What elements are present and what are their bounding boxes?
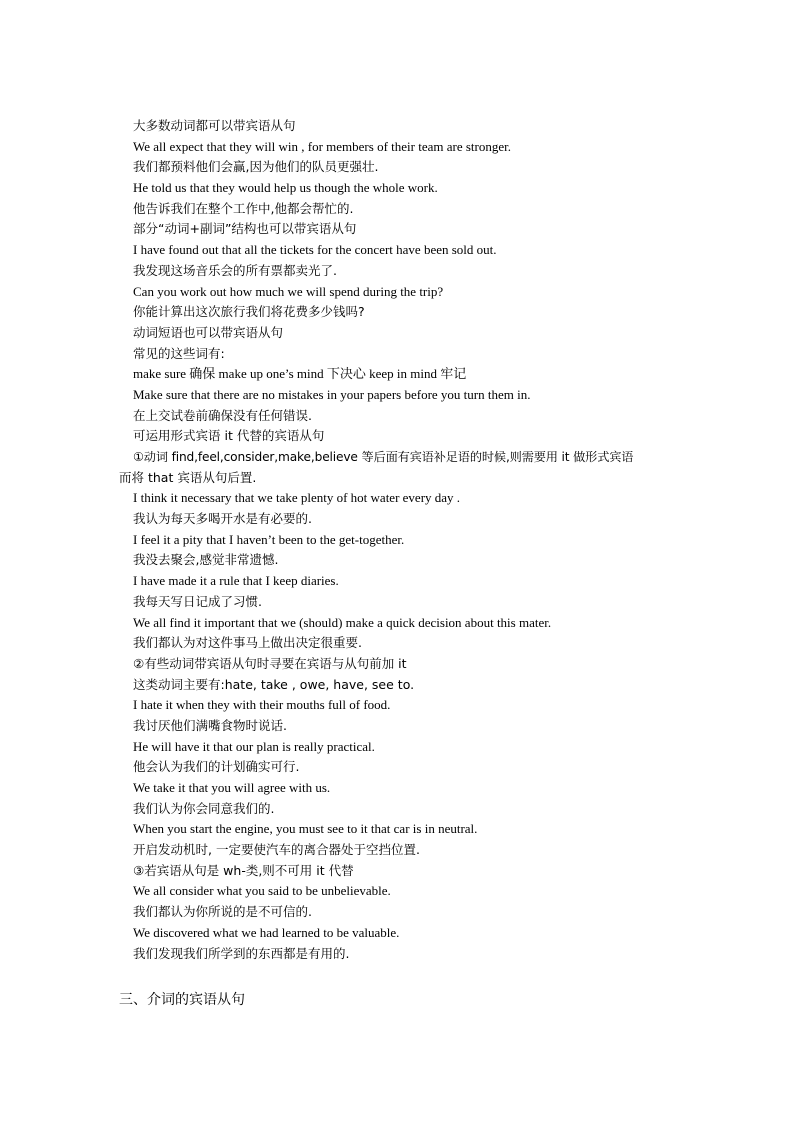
text-line: 我发现这场音乐会的所有票都卖光了. <box>133 262 337 278</box>
text-line: 开启发动机时, 一定要使汽车的离合器处于空挡位置. <box>133 842 420 858</box>
text-line: 大多数动词都可以带宾语从句 <box>133 118 296 133</box>
text-line: I hate it when they with their mouths full of food. <box>133 697 391 713</box>
text-line: He will have it that our plan is really practical. <box>133 738 375 754</box>
text-line: 你能计算出这次旅行我们将花费多少钱吗? <box>133 304 365 320</box>
text-line: Can you work out how much we will spend during the trip? <box>133 283 444 299</box>
text-line: 我们认为你会同意我们的. <box>133 800 275 816</box>
text-line: We all consider what you said to be unbelievable. <box>133 883 391 899</box>
text-line: We discovered what we had learned to be valuable. <box>133 924 400 940</box>
text-line: I think it necessary that we take plenty of hot water every day . <box>133 490 461 506</box>
section-heading: 三、介词的宾语从句 <box>119 992 245 1008</box>
text-line: ②有些动词带宾语从句时寻要在宾语与从句前加 it <box>133 655 407 671</box>
text-line: We take it that you will agree with us. <box>133 780 331 795</box>
text-line: I have found out that all the tickets for the concert have been sold out. <box>133 242 497 258</box>
text-line: I have made it a rule that I keep diaries. <box>133 573 339 589</box>
text-line: I feel it a pity that I haven’t been to the get-together. <box>133 531 405 547</box>
text-line: 我没去聚会,感觉非常遗憾. <box>133 552 279 568</box>
text-line: Make sure that there are no mistakes in your papers before you turn them in. <box>133 386 531 402</box>
document-body <box>119 116 679 964</box>
text-line: 我们都预料他们会赢,因为他们的队员更强壮. <box>133 159 379 175</box>
text-line: He told us that they would help us though the whole work. <box>133 180 438 196</box>
text-line: We all find it important that we (should) make a quick decision about this mater. <box>133 614 552 630</box>
text-line: 可运用形式宾语 it 代替的宾语从句 <box>133 428 325 444</box>
text-line: 我认为每天多喝开水是有必要的. <box>133 511 312 527</box>
text-line: We all expect that they will win , for members of their team are stronger. <box>133 138 511 154</box>
text-line: 在上交试卷前确保没有任何错误. <box>133 407 312 423</box>
text-line: ③若宾语从句是 wh-类,则不可用 it 代替 <box>133 862 354 878</box>
text-line: 部分“动词+副词”结构也可以带宾语从句 <box>133 221 357 237</box>
text-line: 我们都认为对这件事马上做出决定很重要. <box>133 635 362 651</box>
paragraph-continuation-line: 而将 that 宾语从句后置. <box>119 469 257 485</box>
text-line: When you start the engine, you must see to it that car is in neutral. <box>133 821 478 837</box>
text-line: 他会认为我们的计划确实可行. <box>133 759 300 775</box>
text-line: 常见的这些词有: <box>133 345 225 361</box>
text-line: 动词短语也可以带宾语从句 <box>133 324 284 340</box>
text-line: 我讨厌他们满嘴食物时说话. <box>133 717 287 733</box>
text-line: 他告诉我们在整个工作中,他都会帮忙的. <box>133 200 354 216</box>
text-line: make sure 确保 make up one’s mind 下决心 keep in mind 牢记 <box>133 366 467 382</box>
text-line: 我们发现我们所学到的东西都是有用的. <box>133 945 350 961</box>
text-line: 我们都认为你所说的是不可信的. <box>133 904 312 920</box>
paragraph-first-line: ①动词 find,feel,consider,make,believe 等后面有宾语补足语的时候,则需要用 it 做形式宾语 <box>133 450 634 464</box>
text-line: 我每天写日记成了习惯. <box>133 593 262 609</box>
text-line: 这类动词主要有:hate, take , owe, have, see to. <box>133 676 415 692</box>
